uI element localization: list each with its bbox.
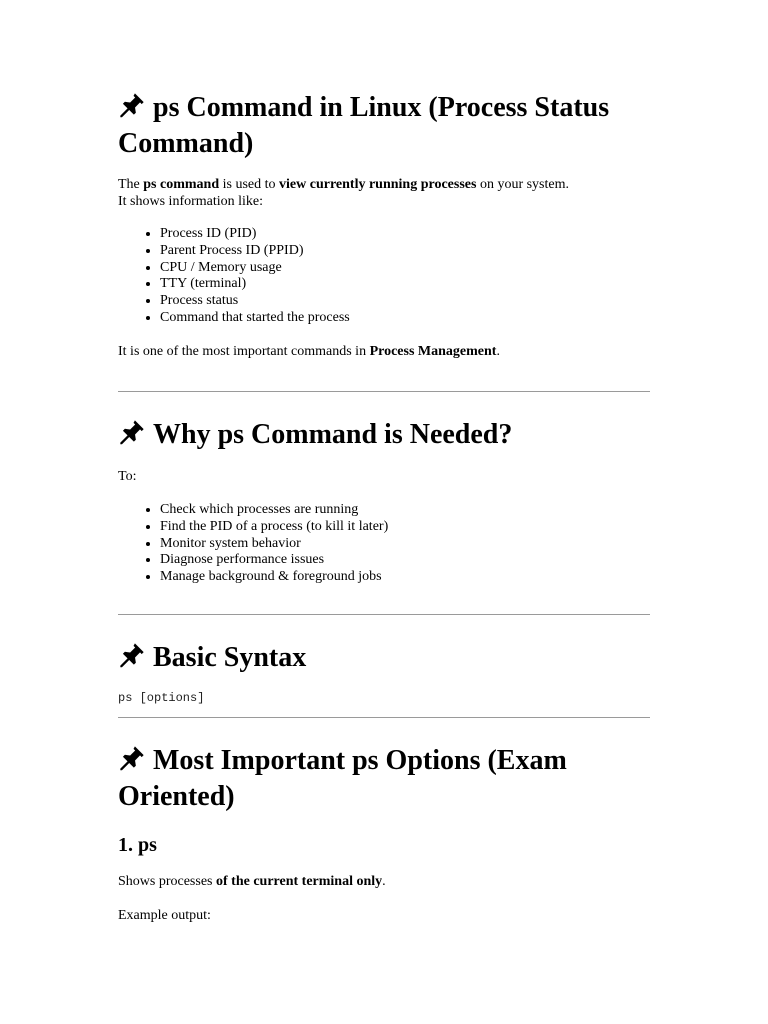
intro-text-line2: It shows information like: — [118, 194, 264, 209]
subheading-ps: 1. ps — [118, 834, 157, 856]
outro-bold-1: Process Management — [369, 343, 497, 359]
section-why-needed — [118, 417, 650, 586]
outro-paragraph — [118, 343, 650, 360]
pushpin-icon — [118, 418, 146, 446]
intro-paragraph — [118, 176, 650, 210]
ps-description — [118, 873, 650, 890]
heading-why-needed — [118, 417, 650, 453]
heading-basic-syntax — [118, 640, 650, 676]
heading-basic-syntax-text: Basic Syntax — [153, 642, 307, 673]
list-item: • Parent Process ID (PPID) — [160, 243, 650, 260]
intro-text-2: is used to — [219, 177, 280, 192]
list-item: • Process status — [160, 293, 650, 310]
list-item: • Find the PID of a process (to kill it later) — [160, 519, 650, 536]
pushpin-icon — [118, 91, 146, 119]
list-item: • CPU / Memory usage — [160, 260, 650, 277]
heading-ps-command-text: ps Command in Linux (Process Status Command) — [118, 92, 610, 159]
section-important-options — [118, 743, 650, 924]
pushpin-icon — [118, 641, 146, 669]
intro-text-1: The — [118, 177, 144, 192]
reasons-list — [118, 502, 650, 586]
info-list — [118, 226, 650, 327]
intro-bold-1: ps command — [143, 177, 220, 192]
heading-important-options — [118, 743, 650, 815]
ps-desc-text-2: . — [382, 874, 386, 889]
ps-desc-text-1: Shows processes — [118, 874, 216, 889]
list-item: • Diagnose performance issues — [160, 552, 650, 569]
heading-important-options-text: Most Important ps Options (Exam Oriented) — [118, 745, 567, 812]
list-item: • Command that started the process — [160, 310, 650, 327]
pushpin-icon — [118, 744, 146, 772]
intro-bold-2: view currently running processes — [279, 177, 477, 192]
lead-paragraph: To: — [118, 469, 137, 484]
divider — [118, 614, 650, 615]
section-ps-command — [118, 90, 650, 360]
intro-text-3: on your system. — [476, 177, 569, 192]
outro-text-2: . — [496, 343, 500, 359]
list-item: • Check which processes are running — [160, 502, 650, 519]
divider — [118, 717, 650, 718]
ps-desc-bold: of the current terminal only — [216, 874, 383, 889]
divider — [118, 391, 650, 392]
code-block: ps [options] — [118, 691, 205, 705]
heading-ps-command — [118, 90, 650, 162]
example-label: Example output: — [118, 908, 211, 923]
list-item: • Monitor system behavior — [160, 536, 650, 553]
outro-text-1: It is one of the most important commands in — [118, 343, 370, 359]
list-item: • Process ID (PID) — [160, 226, 650, 243]
heading-why-needed-text: Why ps Command is Needed? — [153, 419, 513, 450]
list-item: • TTY (terminal) — [160, 276, 650, 293]
list-item: • Manage background & foreground jobs — [160, 569, 650, 586]
section-basic-syntax — [118, 640, 650, 705]
